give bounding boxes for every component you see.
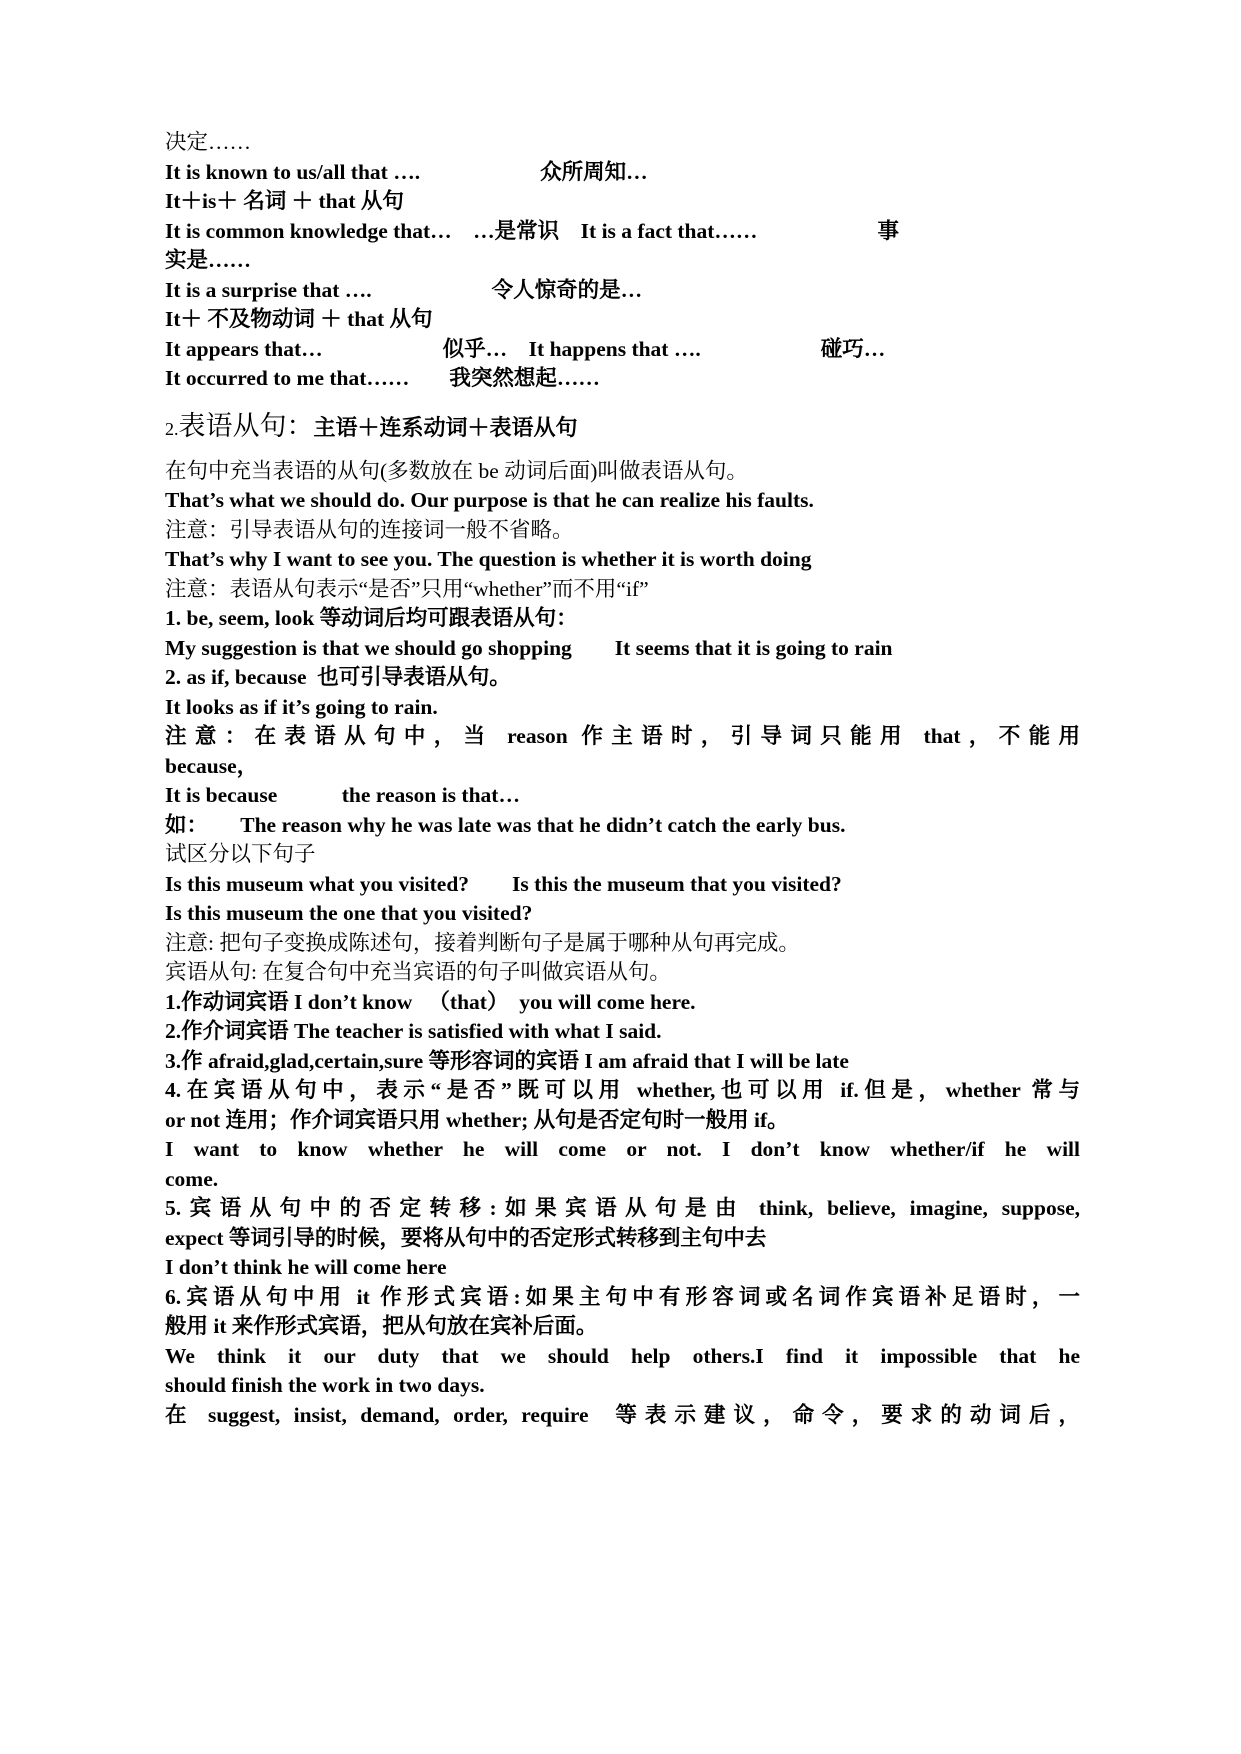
text-line: 如： The reason why he was late was that he didn’t catch the early bus. <box>165 812 846 837</box>
text-line: It is because the reason is that… <box>165 783 520 807</box>
text-segment: It is a surprise that …. <box>165 277 372 302</box>
text-line: because， <box>165 753 259 778</box>
text-segment: It is common knowledge that… …是常识 It is a fact that…… <box>165 218 758 243</box>
text-segment: It appears that… <box>165 336 323 361</box>
text-segment: 事 <box>877 218 899 243</box>
text-line <box>165 217 1080 247</box>
text-line: Is this museum what you visited? Is this the museum that you visited? <box>165 871 842 896</box>
section-formula: 主语＋连系动词＋表语从句 <box>313 414 578 440</box>
document-body <box>165 128 1080 1430</box>
text-segment: 令人惊奇的是… <box>491 277 643 302</box>
text-line: 在句中充当表语的从句(多数放在 be 动词后面)叫做表语从句。 <box>165 458 748 483</box>
section-heading <box>165 408 1080 447</box>
text-line: It＋is＋ 名词 ＋ that 从句 <box>165 189 404 213</box>
text-line: 2.作介词宾语 The teacher is satisfied with what I said. <box>165 1019 662 1043</box>
text-line: 宾语从句: 在复合句中充当宾语的句子叫做宾语从句。 <box>165 960 671 984</box>
text-line: 注意：在表语从句中，当 reason 作主语时，引导词只能用 that，不能用 <box>165 724 1080 748</box>
text-line: 5.宾语从句中的否定转移:如果宾语从句是由 think, believe, imagine, suppose, <box>165 1196 1080 1220</box>
text-line: 1. be, seem, look 等动词后均可跟表语从句： <box>165 606 578 630</box>
text-line: 般用 it 来作形式宾语，把从句放在宾补后面。 <box>165 1314 598 1338</box>
text-line: My suggestion is that we should go shopping It seems that it is going to rain <box>165 635 893 660</box>
text-line: That’s why I want to see you. The question is whether it is worth doing <box>165 547 812 571</box>
text-line: Is this museum the one that you visited? <box>165 901 533 925</box>
text-line: I don’t think he will come here <box>165 1255 447 1279</box>
text-line: 3.作 afraid,glad,certain,sure 等形容词的宾语 I am afraid that I will be late <box>165 1048 849 1073</box>
text-line: 试区分以下句子 <box>165 842 316 866</box>
text-line: It looks as if it’s going to rain. <box>165 694 438 719</box>
text-line: 4.在宾语从句中，表示“是否”既可以用 whether,也可以用 if.但是，whether 常与 <box>165 1078 1080 1102</box>
section-title: 表语从句： <box>178 410 314 441</box>
text-line <box>165 158 1080 188</box>
text-line: expect 等词引导的时候，要将从句中的否定形式转移到主句中去 <box>165 1225 767 1250</box>
text-line <box>165 276 1080 306</box>
text-line: 在 suggest, insist, demand, order, require 等表示建议，命令，要求的动词后， <box>165 1402 1080 1427</box>
text-line: 注意：表语从句表示“是否”只用“whether”而不用“if” <box>165 576 649 601</box>
text-line: That’s what we should do. Our purpose is that he can realize his faults. <box>165 488 814 512</box>
text-line: 1.作动词宾语 I don’t know （that） you will come here. <box>165 989 696 1014</box>
text-segment: It occurred to me that…… <box>165 366 410 390</box>
text-line <box>165 364 1080 394</box>
text-line: 实是…… <box>165 248 252 272</box>
text-line: I want to know whether he will come or not. I don’t know whether/if he will <box>165 1137 1080 1161</box>
text-line: 决定…… <box>165 130 252 154</box>
section-number: 2. <box>165 418 179 439</box>
text-segment: It is known to us/all that …. <box>165 159 421 184</box>
text-line: come. <box>165 1166 219 1191</box>
text-segment: 碰巧… <box>820 336 886 361</box>
text-line: 注意：引导表语从句的连接词一般不省略。 <box>165 517 574 542</box>
text-line: 注意: 把句子变换成陈述句，接着判断句子是属于哪种从句再完成。 <box>165 930 800 955</box>
text-line: 6.宾语从句中用 it 作形式宾语:如果主句中有形容词或名词作宾语补足语时，一 <box>165 1284 1080 1309</box>
text-segment: 众所周知… <box>540 159 648 184</box>
text-line: should finish the work in two days. <box>165 1373 485 1397</box>
text-line: It＋ 不及物动词 ＋ that 从句 <box>165 307 433 331</box>
text-line: or not 连用；作介词宾语只用 whether; 从句是否定句时一般用 if。 <box>165 1107 789 1132</box>
text-line <box>165 335 1080 365</box>
text-segment: 我突然想起…… <box>449 366 600 390</box>
text-line: 2. as if, because 也可引导表语从句。 <box>165 665 511 689</box>
text-segment: 似乎… It happens that …. <box>442 336 701 361</box>
text-line: We think it our duty that we should help others.I find it impossible that he <box>165 1343 1080 1368</box>
